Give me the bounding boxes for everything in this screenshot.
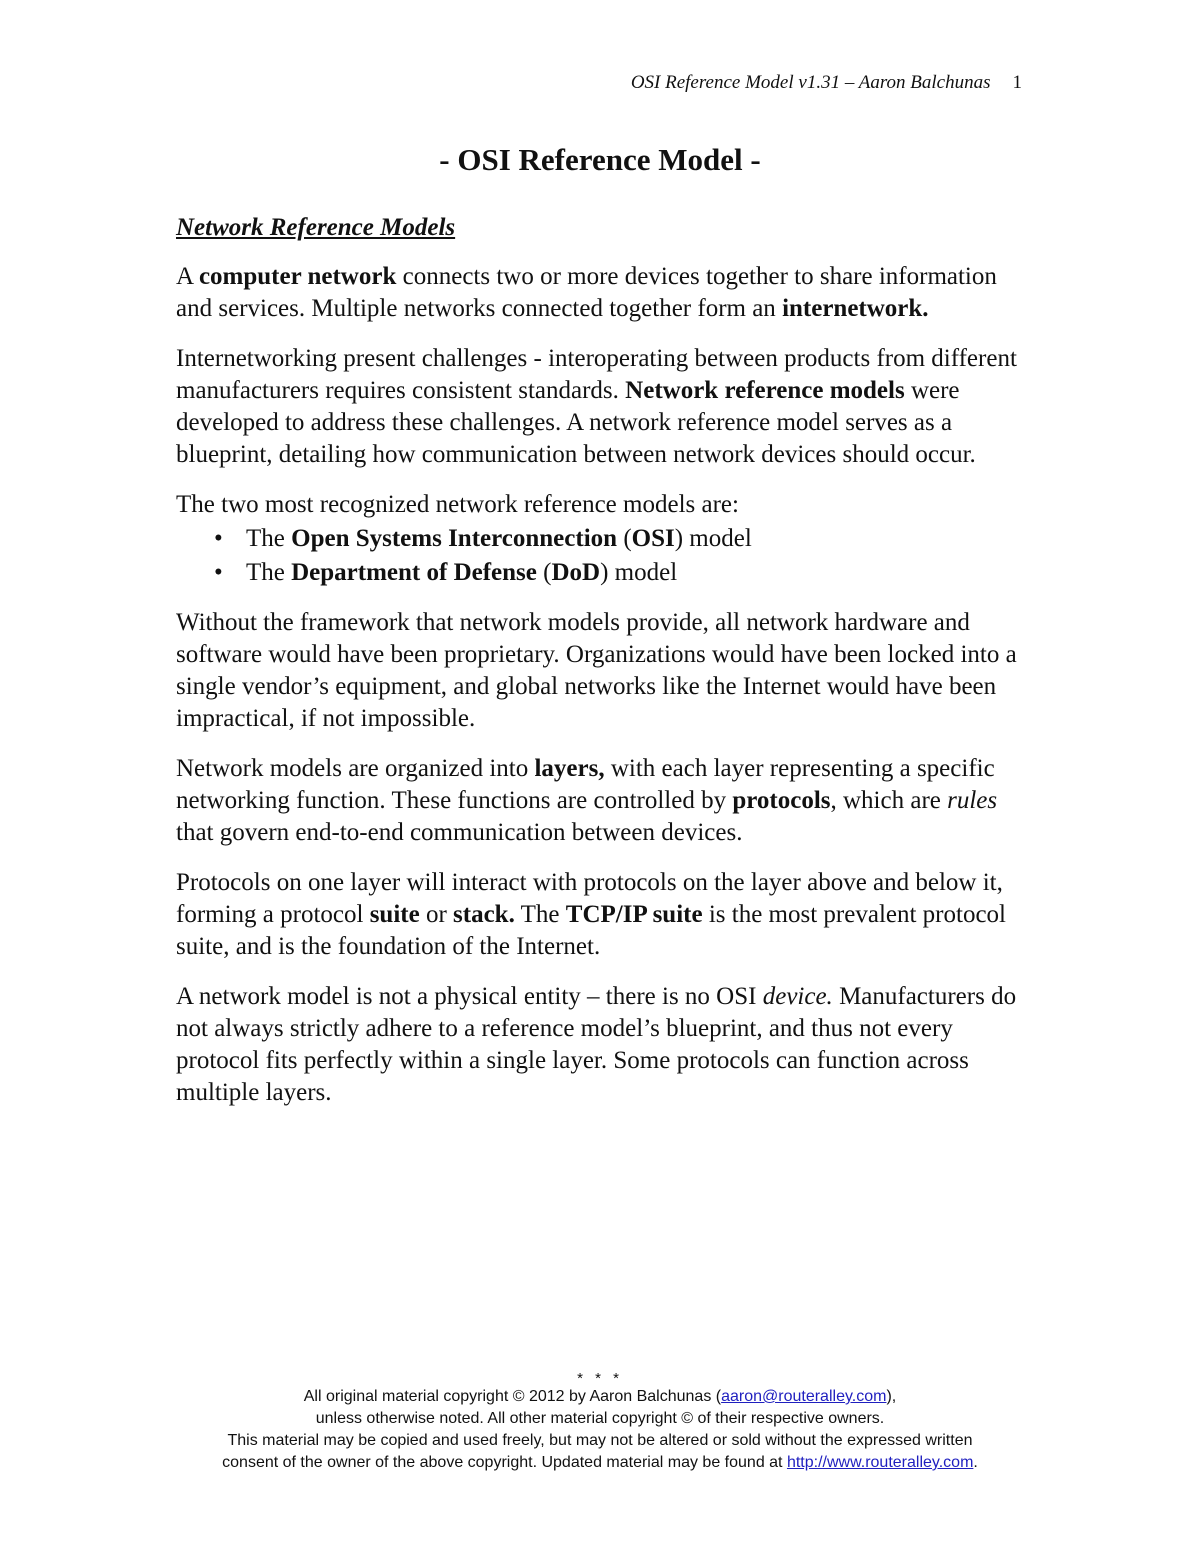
italic-term: device. bbox=[762, 983, 833, 1010]
copyright-footer bbox=[0, 1372, 1200, 1474]
text-run: consent of the owner of the above copyright. Updated material may be found at bbox=[222, 1454, 787, 1471]
list-item bbox=[176, 557, 1036, 589]
footer-line-4 bbox=[0, 1452, 1200, 1474]
paragraph-physical-entity bbox=[176, 981, 1036, 1109]
paragraph-computer-network bbox=[176, 261, 1036, 325]
bold-term: TCP/IP suite bbox=[565, 901, 703, 928]
footer-line-3: This material may be copied and used freely, but may not be altered or sold without the expressed written bbox=[227, 1432, 973, 1449]
paragraph-layers bbox=[176, 753, 1036, 849]
text-run: Internetworking present challenges - interoperating between products from different manufacturers requires consistent standards. bbox=[176, 345, 1017, 404]
text-run: Manufacturers do not always strictly adhere to a reference model’s blueprint, and thus not every protocol fits perfectly within a single layer. Some protocols can function across multiple layers. bbox=[176, 983, 1017, 1106]
bold-term: stack. bbox=[453, 901, 515, 928]
page-title: - OSI Reference Model - bbox=[439, 142, 761, 177]
text-run: ) model bbox=[674, 525, 752, 552]
bullet-icon: • bbox=[214, 525, 223, 552]
bold-term: OSI bbox=[631, 525, 675, 552]
running-header bbox=[631, 72, 1022, 94]
footer-separator: * * * bbox=[577, 1370, 623, 1387]
text-run: The bbox=[514, 901, 566, 928]
section-heading: Network Reference Models bbox=[176, 214, 456, 241]
bold-term: Department of Defense bbox=[291, 559, 537, 586]
text-run: ) model bbox=[600, 559, 678, 586]
bullet-list bbox=[176, 523, 1036, 589]
text-run: with each layer representing a specific networking function. These functions are controlled by bbox=[176, 755, 995, 814]
bold-term: protocols bbox=[732, 787, 831, 814]
email-link[interactable]: aaron@routeralley.com bbox=[721, 1388, 887, 1405]
paragraph-framework: Without the framework that network models provide, all network hardware and software would have been proprietary. Organizations would have been locked into a single vendor’s equipment, and global networks like the Internet would have been impractical, if not impossible. bbox=[176, 609, 1017, 732]
text-run: ( bbox=[536, 559, 552, 586]
list-item bbox=[176, 523, 1036, 555]
text-run: The bbox=[246, 559, 292, 586]
text-run: ), bbox=[886, 1388, 897, 1405]
paragraph-protocols bbox=[176, 867, 1036, 963]
text-run: ( bbox=[617, 525, 632, 552]
text-run: All original material copyright © 2012 by Aaron Balchunas ( bbox=[303, 1388, 722, 1405]
text-run: , which are bbox=[830, 787, 948, 814]
paragraph-models-intro: The two most recognized network reference models are: bbox=[176, 491, 739, 518]
bold-term: Open Systems Interconnection bbox=[291, 525, 618, 552]
document-body bbox=[176, 212, 1036, 1127]
running-title: OSI Reference Model v1.31 – Aaron Balchunas bbox=[630, 72, 991, 93]
text-run: The bbox=[246, 525, 292, 552]
text-run: connects two or more devices together to share information and services. Multiple networks connected together form an bbox=[176, 263, 997, 322]
text-run: Network models are organized into bbox=[176, 755, 535, 782]
bold-term: internetwork. bbox=[782, 295, 929, 322]
bold-term: layers, bbox=[534, 755, 605, 782]
bullet-icon: • bbox=[214, 559, 223, 586]
footer-line-1 bbox=[0, 1386, 1200, 1408]
text-run: that govern end-to-end communication between devices. bbox=[176, 819, 743, 846]
page-number: 1 bbox=[1012, 72, 1022, 93]
paragraph-internetworking bbox=[176, 343, 1036, 471]
italic-term: rules bbox=[947, 787, 998, 814]
bold-term: suite bbox=[369, 901, 420, 928]
bold-term: DoD bbox=[551, 559, 601, 586]
text-run: Protocols on one layer will interact with protocols on the layer above and below it, forming a protocol bbox=[176, 869, 1003, 928]
text-run: or bbox=[419, 901, 454, 928]
bold-term: computer network bbox=[198, 263, 397, 290]
text-run: is the most prevalent protocol suite, and is the foundation of the Internet. bbox=[176, 901, 1006, 960]
text-run: were developed to address these challenges. A network reference model serves as a blueprint, detailing how communication between network devices should occur. bbox=[176, 377, 976, 468]
bold-term: Network reference models bbox=[625, 377, 905, 404]
text-run: A network model is not a physical entity – there is no OSI bbox=[176, 983, 763, 1010]
footer-line-2: unless otherwise noted. All other material copyright © of their respective owners. bbox=[315, 1410, 885, 1427]
website-link[interactable]: http://www.routeralley.com bbox=[786, 1454, 974, 1471]
text-run: . bbox=[973, 1454, 978, 1471]
text-run: A bbox=[176, 263, 199, 290]
